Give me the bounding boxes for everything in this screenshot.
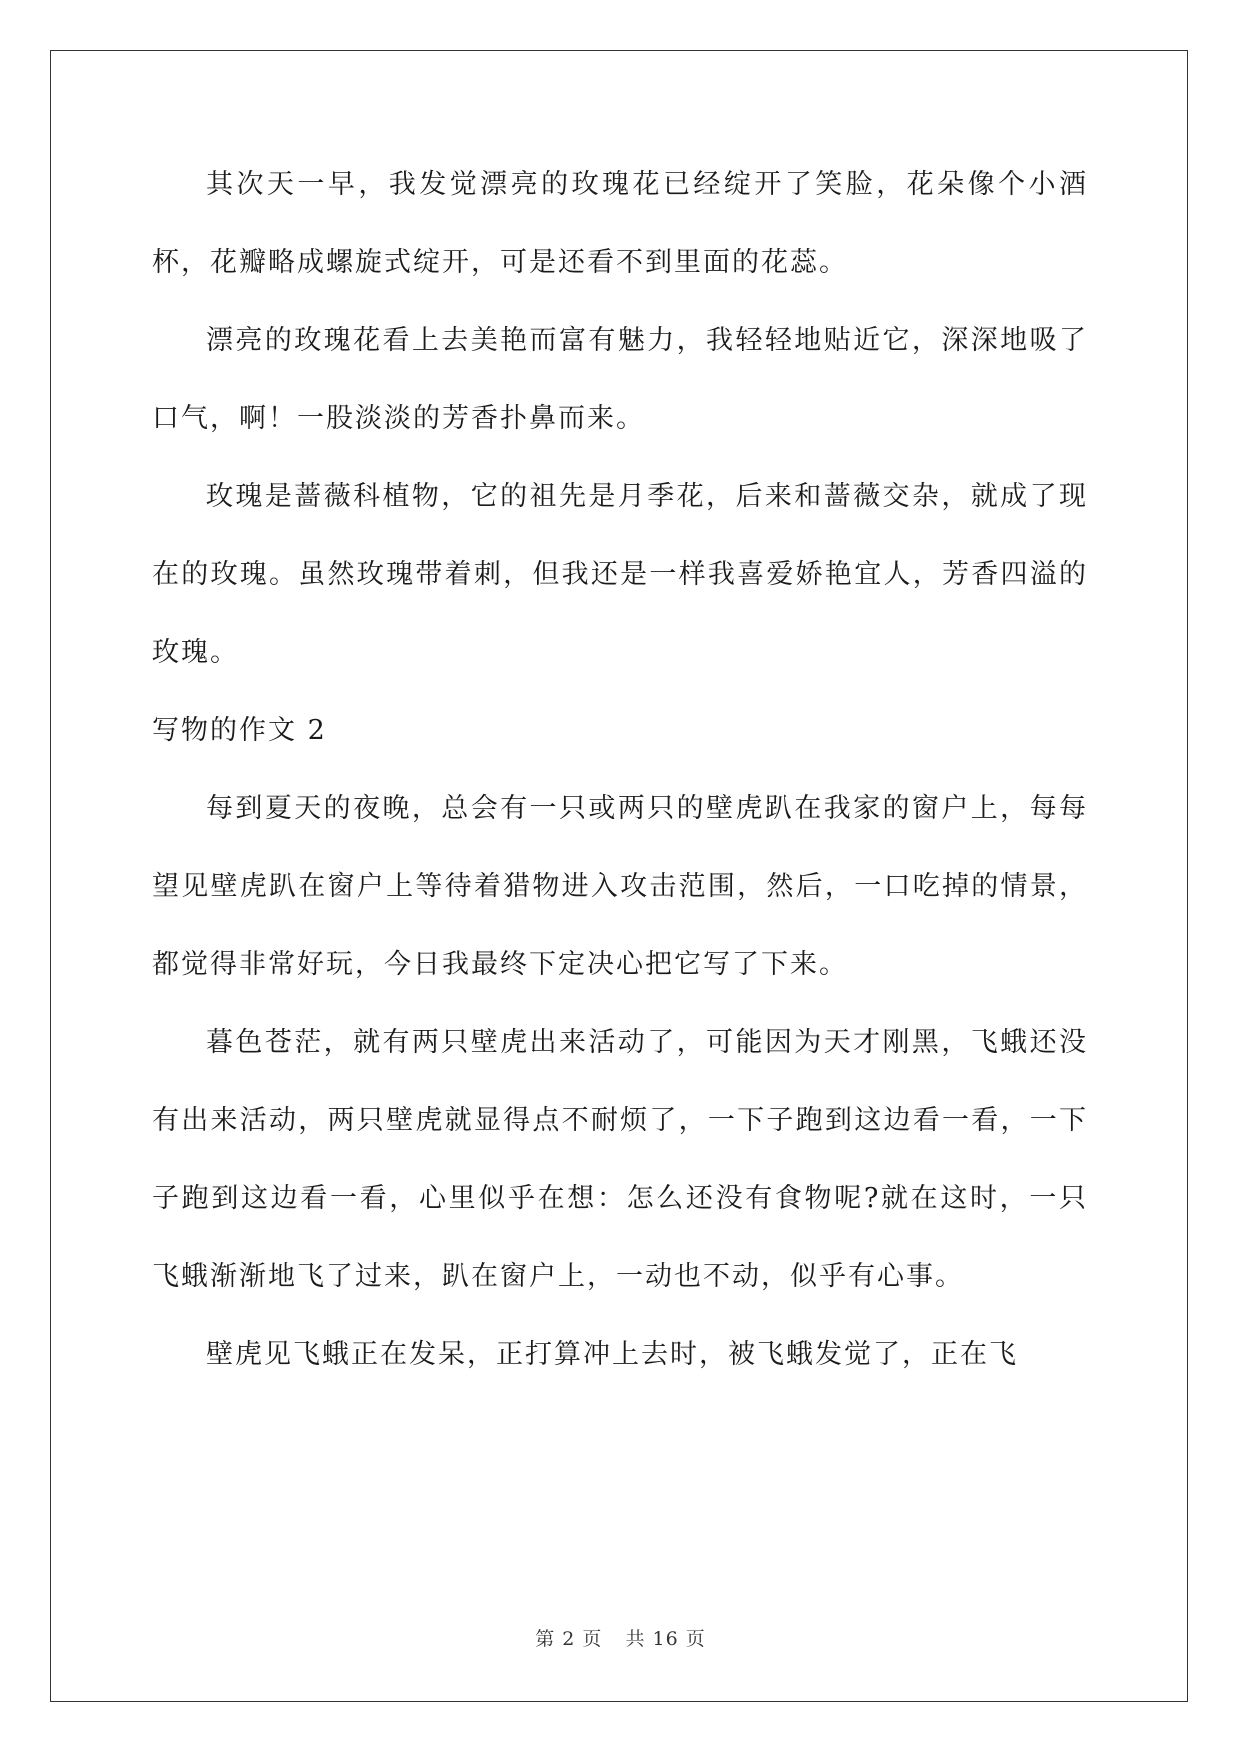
page-count: 共 16 页: [625, 1628, 706, 1650]
section-title: 写物的作文 2: [152, 715, 327, 746]
paragraph: 玫瑰是蔷薇科植物，它的祖先是月季花，后来和蔷薇交杂，就成了现在的玫瑰。虽然玫瑰带着刺，但我还是一样我喜爱娇艳宜人，芳香四溢的玫瑰。: [152, 481, 1088, 668]
paragraph: 暮色苍茫，就有两只壁虎出来活动了，可能因为天才刚黑，飞蛾还没有出来活动，两只壁虎就显得点不耐烦了，一下子跑到这边看一看，一下子跑到这边看一看，心里似乎在想：怎么还没有食物呢?就在这时，一只飞蛾渐渐地飞了过来，趴在窗户上，一动也不动，似乎有心事。: [152, 1027, 1088, 1292]
page-footer: [0, 1624, 1241, 1651]
document-body: [152, 146, 1088, 1394]
paragraph: 其次天一早，我发觉漂亮的玫瑰花已经绽开了笑脸，花朵像个小酒杯，花瓣略成螺旋式绽开，可是还看不到里面的花蕊。: [152, 169, 1088, 278]
paragraph: 壁虎见飞蛾正在发呆，正打算冲上去时，被飞蛾发觉了，正在飞: [206, 1339, 1018, 1370]
paragraph: 漂亮的玫瑰花看上去美艳而富有魅力，我轻轻地贴近它，深深地吸了口气，啊！一股淡淡的芳香扑鼻而来。: [152, 325, 1088, 434]
page-number: 第 2 页: [535, 1628, 603, 1650]
paragraph: 每到夏天的夜晚，总会有一只或两只的壁虎趴在我家的窗户上，每每望见壁虎趴在窗户上等待着猎物进入攻击范围，然后，一口吃掉的情景，都觉得非常好玩，今日我最终下定决心把它写了下来。: [152, 793, 1088, 980]
